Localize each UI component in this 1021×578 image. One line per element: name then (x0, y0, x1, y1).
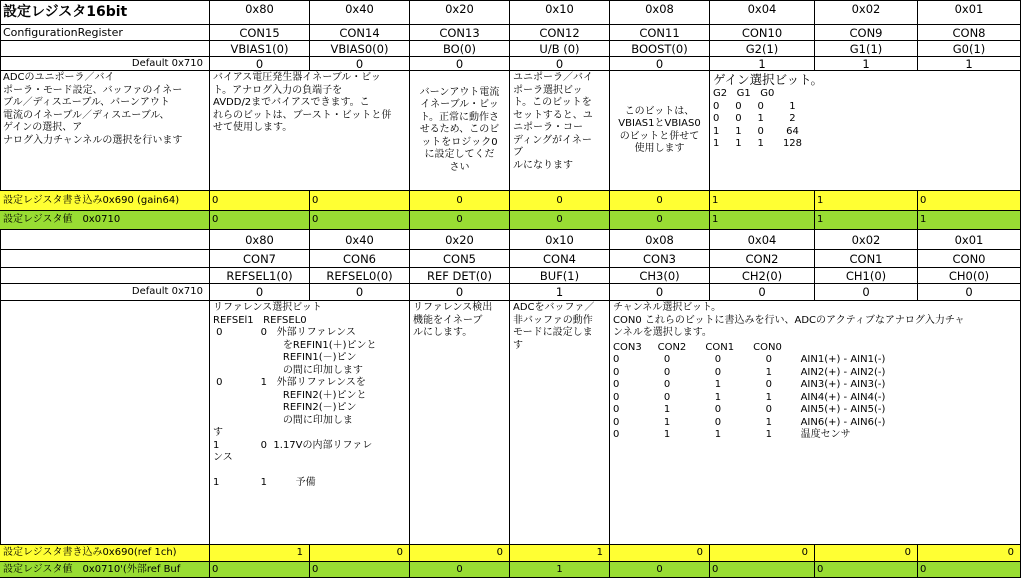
empty-cell[interactable] (0, 41, 210, 57)
upper-write-bit-5[interactable]: 1 (710, 191, 815, 211)
lower-write-bit-1[interactable]: 0 (310, 545, 410, 562)
lower-names-1[interactable]: REFSEL0(0) (310, 268, 410, 284)
lower-con-4[interactable]: CON3 (610, 250, 710, 268)
lower-con-2[interactable]: CON5 (410, 250, 510, 268)
upper-value-bit-4[interactable]: 0 (610, 211, 710, 230)
upper-value-label[interactable]: 設定レジスタ値 0x0710 (0, 211, 210, 230)
lower-value-bit-4[interactable]: 0 (610, 562, 710, 578)
lower-value-bit-5[interactable]: 0 (710, 562, 815, 578)
upper-write-bit-7[interactable]: 0 (918, 191, 1021, 211)
upper-names-5[interactable]: G2(1) (710, 41, 815, 57)
upper-write-bit-3[interactable]: 0 (510, 191, 610, 211)
upper-write-bit-4[interactable]: 0 (610, 191, 710, 211)
upper-hex-6[interactable]: 0x02 (815, 0, 918, 25)
upper-hex-0[interactable]: 0x80 (210, 0, 310, 25)
lower-names-5[interactable]: CH2(0) (710, 268, 815, 284)
lower-defaults-4[interactable]: 0 (610, 284, 710, 301)
lower-con-7[interactable]: CON0 (918, 250, 1021, 268)
lower-hex-2[interactable]: 0x20 (410, 230, 510, 250)
upper-value-bit-6[interactable]: 1 (815, 211, 918, 230)
upper-value-bit-7[interactable]: 1 (918, 211, 1021, 230)
upper-defaults-6[interactable]: 1 (815, 57, 918, 71)
lower-write-bit-4[interactable]: 0 (610, 545, 710, 562)
buf-description[interactable]: ADCをバッファ／ 非バッファの動作 モードに設定しま す (510, 301, 610, 545)
lower-write-bit-2[interactable]: 0 (410, 545, 510, 562)
upper-names-2[interactable]: BO(0) (410, 41, 510, 57)
lower-write-bit-0[interactable]: 1 (210, 545, 310, 562)
upper-value-bit-1[interactable]: 0 (310, 211, 410, 230)
upper-write-bit-2[interactable]: 0 (410, 191, 510, 211)
lower-write-bit-5[interactable]: 0 (710, 545, 815, 562)
lower-defaults-1[interactable]: 0 (310, 284, 410, 301)
gain-description[interactable] (710, 71, 1021, 191)
upper-defaults-5[interactable]: 1 (710, 57, 815, 71)
lower-names-0[interactable]: REFSEL1(0) (210, 268, 310, 284)
lower-con-6[interactable]: CON1 (815, 250, 918, 268)
upper-defaults-7[interactable]: 1 (918, 57, 1021, 71)
upper-con-2[interactable]: CON13 (410, 25, 510, 41)
lower-write-label[interactable]: 設定レジスタ書き込み0x690(ref 1ch) (0, 545, 210, 562)
upper-con-6[interactable]: CON9 (815, 25, 918, 41)
upper-con-5[interactable]: CON10 (710, 25, 815, 41)
upper-hex-4[interactable]: 0x08 (610, 0, 710, 25)
empty-cell[interactable] (0, 268, 210, 284)
channel-intro: チャンネル選択ビット。 CON0 これらのビットに書込みを行い、ADCのアクティブなアナログ入力チャ ンネルを選択します。 (613, 302, 965, 338)
upper-names-3[interactable]: U/B (0) (510, 41, 610, 57)
upper-hex-5[interactable]: 0x04 (710, 0, 815, 25)
lower-value-bit-7[interactable]: 0 (918, 562, 1021, 578)
lower-write-bit-7[interactable]: 0 (918, 545, 1021, 562)
lower-value-bit-6[interactable]: 0 (815, 562, 918, 578)
upper-hex-7[interactable]: 0x01 (918, 0, 1021, 25)
channel-description[interactable] (610, 301, 1021, 545)
ub-description[interactable]: ユニポーラ／バイ ポーラ選択ビッ ト。このビットを セットすると、ユ ニポーラ・コー ディングがイネー ブ ルになります (510, 71, 610, 191)
default-label-upper[interactable]: Default 0x710 (0, 57, 210, 71)
lower-value-bit-0[interactable]: 0 (210, 562, 310, 578)
upper-names-6[interactable]: G1(1) (815, 41, 918, 57)
lower-hex-0[interactable]: 0x80 (210, 230, 310, 250)
upper-con-4[interactable]: CON11 (610, 25, 710, 41)
upper-value-bit-3[interactable]: 0 (510, 211, 610, 230)
gain-table: G2 G1 G0 0 0 0 1 0 0 1 2 1 1 0 64 1 1 1 128 (713, 88, 803, 149)
upper-names-1[interactable]: VBIAS0(0) (310, 41, 410, 57)
upper-value-bit-2[interactable]: 0 (410, 211, 510, 230)
lower-names-6[interactable]: CH1(0) (815, 268, 918, 284)
refdet-description[interactable]: リファレンス検出 機能をイネーブ ルにします。 (410, 301, 510, 545)
lower-hex-7[interactable]: 0x01 (918, 230, 1021, 250)
empty-cell[interactable] (0, 230, 210, 250)
sheet-title[interactable]: 設定レジスタ16bit (0, 0, 210, 25)
upper-write-bit-1[interactable]: 0 (310, 191, 410, 211)
lower-con-5[interactable]: CON2 (710, 250, 815, 268)
upper-write-bit-6[interactable]: 1 (815, 191, 918, 211)
upper-row-description[interactable]: ADCのユニポーラ／バイ ポーラ・モード設定、バッファのイネー ブル／ディスエーブル、バーンアウト 電流のイネーブル／ディスエーブル、 ゲインの選択、ア ナログ入力チャンネルの選択を行います (0, 71, 210, 191)
lower-con-0[interactable]: CON7 (210, 250, 310, 268)
upper-names-4[interactable]: BOOST(0) (610, 41, 710, 57)
lower-con-1[interactable]: CON6 (310, 250, 410, 268)
upper-hex-3[interactable]: 0x10 (510, 0, 610, 25)
lower-defaults-3[interactable]: 1 (510, 284, 610, 301)
lower-hex-5[interactable]: 0x04 (710, 230, 815, 250)
channel-table: CON3 CON2 CON1 CON0 0 0 0 0 AIN1(+) - AIN1(-) 0 0 0 1 AIN2(+) - AIN2(-) 0 0 1 0 AIN3(+) - AIN3(-) 0 0 1 1 AIN4(+) - AIN4(-) 0 1 0 0 AIN5(+) - AIN5(-) 0 1 0 1 AIN6(+) - AIN6(-) 0 1 1 1 温度センサ (613, 341, 886, 440)
empty-cell[interactable] (0, 301, 210, 545)
lower-write-bit-3[interactable]: 1 (510, 545, 610, 562)
lower-names-2[interactable]: REF DET(0) (410, 268, 510, 284)
lower-hex-3[interactable]: 0x10 (510, 230, 610, 250)
upper-con-3[interactable]: CON12 (510, 25, 610, 41)
gain-title: ゲイン選択ビット。 (713, 72, 824, 87)
empty-cell[interactable] (0, 250, 210, 268)
lower-defaults-2[interactable]: 0 (410, 284, 510, 301)
upper-con-1[interactable]: CON14 (310, 25, 410, 41)
upper-names-0[interactable]: VBIAS1(0) (210, 41, 310, 57)
upper-defaults-3[interactable]: 0 (510, 57, 610, 71)
lower-value-bit-3[interactable]: 1 (510, 562, 610, 578)
lower-defaults-0[interactable]: 0 (210, 284, 310, 301)
lower-value-bit-2[interactable]: 0 (410, 562, 510, 578)
upper-con-0[interactable]: CON15 (210, 25, 310, 41)
lower-names-7[interactable]: CH0(0) (918, 268, 1021, 284)
upper-defaults-1[interactable]: 0 (310, 57, 410, 71)
upper-hex-1[interactable]: 0x40 (310, 0, 410, 25)
sheet-subtitle[interactable]: ConfigurationRegister (0, 25, 210, 41)
upper-write-bit-0[interactable]: 0 (210, 191, 310, 211)
lower-hex-1[interactable]: 0x40 (310, 230, 410, 250)
lower-names-4[interactable]: CH3(0) (610, 268, 710, 284)
upper-defaults-2[interactable]: 0 (410, 57, 510, 71)
lower-names-3[interactable]: BUF(1) (510, 268, 610, 284)
lower-defaults-6[interactable]: 0 (815, 284, 918, 301)
lower-defaults-5[interactable]: 0 (710, 284, 815, 301)
default-label-lower[interactable]: Default 0x710 (0, 284, 210, 301)
upper-defaults-0[interactable]: 0 (210, 57, 310, 71)
lower-value-bit-1[interactable]: 0 (310, 562, 410, 578)
upper-write-label[interactable]: 設定レジスタ書き込み0x690 (gain64) (0, 191, 210, 211)
bo-description[interactable]: バーンアウト電流 イネーブル・ビッ ト。正常に動作さ せるため、このビ ットをロジック0 に設定してくだ さい (410, 71, 510, 191)
vbias-description[interactable]: バイアス電圧発生器イネーブル・ビッ ト。アナログ入力の負端子を AVDD/2までバイアスできます。こ れらのビットは、ブースト・ビットと併 せて使用します。 (210, 71, 410, 191)
lower-con-3[interactable]: CON4 (510, 250, 610, 268)
boost-description[interactable]: このビットは、 VBIAS1とVBIAS0 のビットと併せて 使用します (610, 71, 710, 191)
upper-names-7[interactable]: G0(1) (918, 41, 1021, 57)
lower-value-label[interactable]: 設定レジスタ値 0x0710'(外部ref Buf (0, 562, 210, 578)
lower-write-bit-6[interactable]: 0 (815, 545, 918, 562)
refsel-description[interactable]: リファレンス選択ビット REFSEl1 REFSEL0 0 0 外部リファレンス をREFIN1(＋)ピンと REFIN1(－)ピン の間に印加します 0 1 外部リファレンスを REFIN2(＋)ピンと REFIN2(－)ピン の間に印加しま す 1 0 1.17Vの内部リファレ ンス 1 1 予備 (210, 301, 410, 545)
lower-hex-4[interactable]: 0x08 (610, 230, 710, 250)
upper-value-bit-0[interactable]: 0 (210, 211, 310, 230)
upper-con-7[interactable]: CON8 (918, 25, 1021, 41)
lower-defaults-7[interactable]: 0 (918, 284, 1021, 301)
upper-value-bit-5[interactable]: 1 (710, 211, 815, 230)
upper-defaults-4[interactable]: 0 (610, 57, 710, 71)
upper-hex-2[interactable]: 0x20 (410, 0, 510, 25)
lower-hex-6[interactable]: 0x02 (815, 230, 918, 250)
